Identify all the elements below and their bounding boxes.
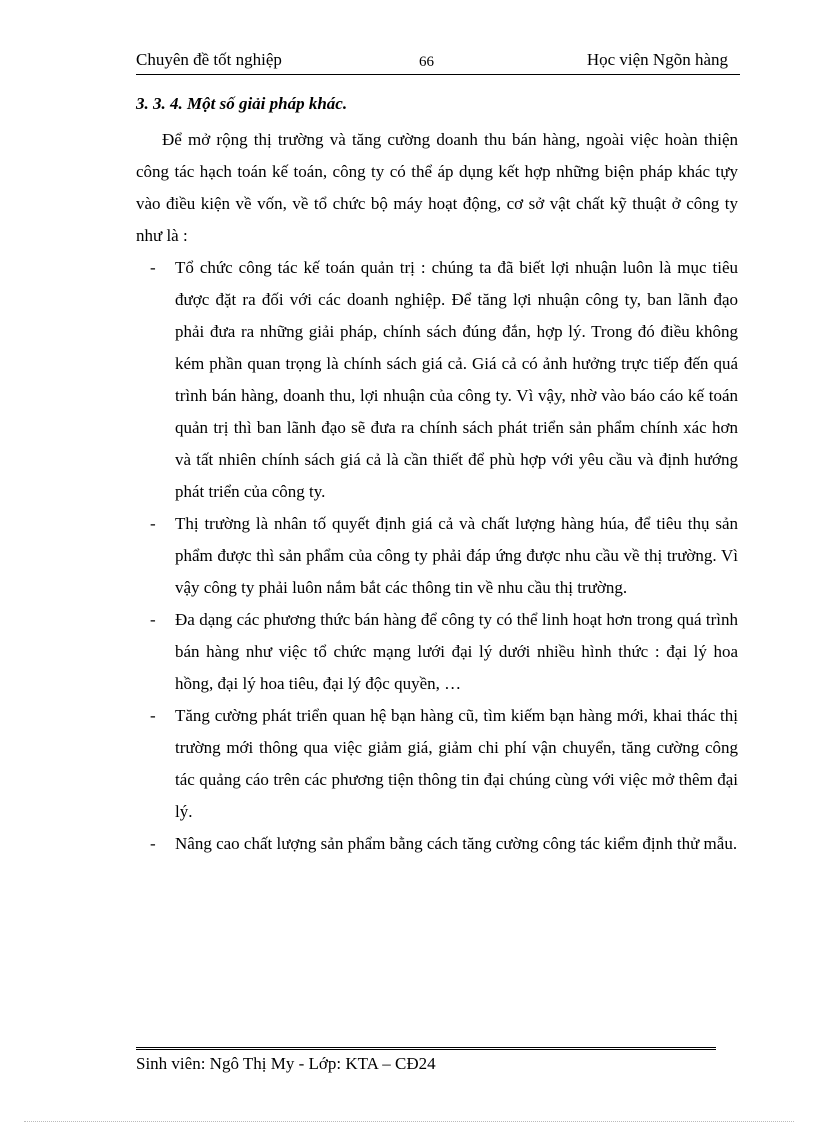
bullet-dash: -: [150, 834, 156, 853]
list-item: [136, 508, 738, 604]
bullet-dash: -: [150, 258, 156, 277]
footer-rule: [136, 1047, 716, 1050]
list-item-text: Tăng cường phát triển quan hệ bạn hàng cũ, tìm kiếm bạn hàng mới, khai thác thị trường mới thông qua việc giảm giá, giảm chi phí vận chuyển, tăng cường công tác quảng cáo trên các phương tiện thông tin đại chúng cùng với việc mở thêm đại lý.: [175, 706, 738, 821]
intro-paragraph: Để mở rộng thị trường và tăng cường doanh thu bán hàng, ngoài việc hoàn thiện công tác hạch toán kế toán, công ty có thể áp dụng kết hợp những biện pháp khác tựy vào điều kiện về vốn, về tổ chức bộ máy hoạt động, cơ sở vật chất kỹ thuật ở công ty như là :: [136, 130, 738, 245]
bullet-dash: -: [150, 706, 156, 725]
list-item-text: Tổ chức công tác kế toán quản trị : chúng ta đã biết lợi nhuận luôn là mục tiêu được đặt ra đối với các doanh nghiệp. Để tăng lợi nhuận công ty, ban lãnh đạo phải đưa ra những giải pháp, chính sách đúng đắn, hợp lý. Trong đó điều không kém phần quan trọng là chính sách giá cả. Giá cả có ảnh hưởng trực tiếp đến quá trình bán hàng, doanh thu, lợi nhuận của công ty. Vì vậy, nhờ vào báo cáo kế toán quản trị thì ban lãnh đạo sẽ đưa ra chính sách phát triển sản phẩm chính xác hơn và tất nhiên chính sách giá cả là cần thiết để phù hợp với yêu cầu và định hướng phát triển của công ty.: [175, 258, 738, 501]
page-edge-divider: [24, 1121, 794, 1122]
page-number: 66: [419, 54, 434, 70]
list-item: [136, 252, 738, 508]
footer-text: Sinh viên: Ngô Thị My - Lớp: KTA – CĐ24: [136, 1054, 436, 1073]
list-item: [136, 828, 738, 860]
bullet-dash: -: [150, 514, 156, 533]
page-header: [136, 48, 740, 75]
list-item-text: Đa dạng các phương thức bán hàng để công ty có thể linh hoạt hơn trong quá trình bán hàng như việc tổ chức mạng lưới đại lý dưới nhiều hình thức : đại lý hoa hồng, đại lý hoa tiêu, đại lý độc quyền, …: [175, 610, 738, 693]
header-right-title: Học viện Ngõn hàng: [586, 50, 728, 69]
header-left-title: Chuyên đề tốt nghiệp: [136, 50, 282, 69]
list-item-text: Nâng cao chất lượng sản phẩm bằng cách tăng cường công tác kiểm định thử mẫu.: [175, 834, 738, 853]
bullet-list: [136, 252, 738, 860]
list-item: [136, 604, 738, 700]
section-title: 3. 3. 4. Một số giải pháp khác.: [136, 94, 348, 113]
bullet-dash: -: [150, 610, 156, 629]
list-item-text: Thị trường là nhân tố quyết định giá cả và chất lượng hàng húa, để tiêu thụ sản phẩm được thì sản phẩm của công ty phải đáp ứng được nhu cầu về thị trường. Vì vậy công ty phải luôn nắm bắt các thông tin về nhu cầu thị trường.: [175, 514, 738, 597]
list-item: [136, 700, 738, 828]
